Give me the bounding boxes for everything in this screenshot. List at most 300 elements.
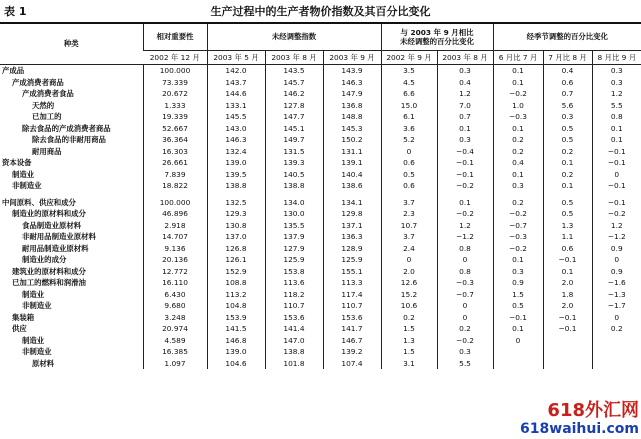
- row-value: 0: [381, 254, 437, 266]
- row-value: 0.3: [493, 266, 543, 278]
- row-value: −0.2: [493, 243, 543, 255]
- row-value: 140.4: [323, 169, 381, 181]
- row-value: 139.2: [323, 346, 381, 358]
- row-value: 0.2: [493, 134, 543, 146]
- row-value: 0.1: [543, 180, 592, 192]
- row-value: 100.000: [143, 65, 207, 77]
- row-value: 0.3: [437, 346, 493, 358]
- table-row: [0, 266, 641, 278]
- table-row: [0, 335, 641, 347]
- row-value: 139.3: [265, 157, 323, 169]
- row-value: 138.6: [323, 180, 381, 192]
- row-value: 0.9: [493, 277, 543, 289]
- row-value: 0: [592, 254, 641, 266]
- row-value: 0.6: [381, 157, 437, 169]
- row-value: 3.7: [381, 231, 437, 243]
- row-value: 113.2: [207, 289, 265, 301]
- row-value: 0.6: [381, 180, 437, 192]
- row-category: 制造业的成分: [22, 255, 67, 265]
- subheader: 2003 年 9 月: [323, 51, 381, 65]
- watermark-line2: 618waihui.com: [520, 421, 639, 437]
- row-value: 137.0: [207, 231, 265, 243]
- row-value: 135.5: [265, 220, 323, 232]
- row-value: 0.4: [437, 77, 493, 89]
- row-category: 产成消费者食品: [22, 89, 74, 99]
- watermark: [519, 401, 639, 437]
- row-category: 食品制造业原材料: [22, 220, 82, 230]
- row-value: [543, 358, 592, 370]
- row-category: 非制造业: [22, 301, 52, 311]
- table-row: [0, 111, 641, 123]
- row-value: 131.5: [265, 146, 323, 158]
- row-category: 耐用商品: [32, 146, 62, 156]
- row-value: 9.680: [143, 300, 207, 312]
- row-value: 7.839: [143, 169, 207, 181]
- table-row: [0, 300, 641, 312]
- row-value: 0.3: [437, 134, 493, 146]
- row-value: 130.0: [265, 208, 323, 220]
- row-category: 制造业: [12, 169, 35, 179]
- row-value: −0.1: [493, 312, 543, 324]
- row-value: [543, 335, 592, 347]
- table-row: [0, 88, 641, 100]
- row-value: 5.6: [543, 100, 592, 112]
- row-value: 0.7: [437, 111, 493, 123]
- row-value: 0.1: [493, 77, 543, 89]
- row-category: 非制造业: [12, 181, 42, 191]
- row-value: 0: [437, 312, 493, 324]
- row-value: 0: [493, 335, 543, 347]
- row-category: 集装箱: [12, 312, 35, 322]
- row-value: 0.3: [493, 180, 543, 192]
- row-value: 3.7: [381, 197, 437, 209]
- row-value: 141.4: [265, 323, 323, 335]
- row-value: 125.9: [265, 254, 323, 266]
- table-row: [0, 243, 641, 255]
- row-value: 7.0: [437, 100, 493, 112]
- row-value: 1.097: [143, 358, 207, 370]
- row-value: 0.5: [543, 134, 592, 146]
- row-value: 146.3: [323, 77, 381, 89]
- table-title: 生产过程中的生产者物价指数及其百分比变化: [210, 5, 431, 18]
- row-value: 145.1: [265, 123, 323, 135]
- row-value: 137.9: [265, 231, 323, 243]
- table-row: [0, 208, 641, 220]
- row-value: 143.9: [323, 65, 381, 77]
- row-value: [592, 335, 641, 347]
- row-value: 153.6: [265, 312, 323, 324]
- row-value: 113.6: [265, 277, 323, 289]
- row-value: −0.2: [437, 208, 493, 220]
- row-category: 产成品: [2, 66, 25, 76]
- row-value: 113.3: [323, 277, 381, 289]
- row-value: 0.2: [493, 146, 543, 158]
- row-value: −1.3: [592, 289, 641, 301]
- row-value: 0.2: [437, 323, 493, 335]
- row-value: [493, 358, 543, 370]
- row-value: 19.339: [143, 111, 207, 123]
- row-value: 36.364: [143, 134, 207, 146]
- row-value: 0.2: [493, 197, 543, 209]
- row-value: 2.0: [381, 266, 437, 278]
- row-category: 天然的: [32, 100, 55, 110]
- row-value: 0.5: [543, 123, 592, 135]
- row-value: 0.7: [543, 88, 592, 100]
- row-value: 148.8: [323, 111, 381, 123]
- row-value: 0.2: [381, 312, 437, 324]
- row-value: 0.2: [592, 323, 641, 335]
- table-row: [0, 254, 641, 266]
- col-header-pct-unadjusted: 与 2003 年 9 月相比 未经调整的百分比变化: [381, 23, 493, 51]
- table-row: [0, 134, 641, 146]
- row-value: 146.8: [207, 335, 265, 347]
- row-value: 146.2: [265, 88, 323, 100]
- row-value: 0.4: [493, 157, 543, 169]
- row-value: 147.7: [265, 111, 323, 123]
- row-value: −0.1: [592, 146, 641, 158]
- col-header-seasonal: 经季节调整的百分比变化: [493, 23, 641, 51]
- row-value: 153.9: [207, 312, 265, 324]
- row-category: 已加工的燃料和润滑油: [12, 278, 86, 288]
- row-value: 139.0: [207, 157, 265, 169]
- row-value: 1.5: [493, 289, 543, 301]
- row-category: 非耐用品制造业原材料: [22, 232, 96, 242]
- row-value: 0.8: [437, 243, 493, 255]
- row-value: 0.6: [543, 243, 592, 255]
- table-label: 表 1: [4, 5, 27, 18]
- row-value: 1.3: [381, 335, 437, 347]
- table-row: [0, 197, 641, 209]
- row-value: 104.8: [207, 300, 265, 312]
- row-category: 资本设备: [2, 158, 32, 168]
- row-value: −0.7: [493, 220, 543, 232]
- row-value: 0: [437, 254, 493, 266]
- row-value: 132.5: [207, 197, 265, 209]
- row-value: −0.4: [437, 146, 493, 158]
- row-value: 143.0: [207, 123, 265, 135]
- table-row: [0, 77, 641, 89]
- row-category: 产成消费者商品: [12, 77, 64, 87]
- row-value: 143.5: [265, 65, 323, 77]
- row-value: 117.4: [323, 289, 381, 301]
- table-row: [0, 100, 641, 112]
- row-value: 4.589: [143, 335, 207, 347]
- row-value: 6.1: [381, 111, 437, 123]
- col-header-weight: 相对重要性: [143, 23, 207, 51]
- row-value: 1.5: [381, 323, 437, 335]
- row-value: 0.1: [493, 254, 543, 266]
- row-value: 26.661: [143, 157, 207, 169]
- row-value: 0.9: [592, 243, 641, 255]
- row-value: 2.0: [543, 277, 592, 289]
- row-value: 0.3: [592, 77, 641, 89]
- subheader: 6 月比 7 月: [493, 51, 543, 65]
- row-value: −1.7: [592, 300, 641, 312]
- row-value: 12.772: [143, 266, 207, 278]
- table-body: [0, 65, 641, 370]
- row-value: 144.6: [207, 88, 265, 100]
- table-row: [0, 157, 641, 169]
- table-row: [0, 277, 641, 289]
- row-value: 0.1: [437, 123, 493, 135]
- row-value: 147.0: [265, 335, 323, 347]
- row-value: 2.3: [381, 208, 437, 220]
- row-value: 0.5: [493, 300, 543, 312]
- row-value: −0.1: [543, 323, 592, 335]
- row-category: 耐用品制造业原材料: [22, 243, 89, 253]
- row-value: 0.5: [543, 208, 592, 220]
- row-value: 146.7: [323, 335, 381, 347]
- row-value: 1.2: [592, 220, 641, 232]
- row-value: −0.2: [493, 88, 543, 100]
- row-value: 139.0: [207, 346, 265, 358]
- row-value: −1.2: [592, 231, 641, 243]
- row-category: 供应: [12, 324, 27, 334]
- row-value: 143.7: [207, 77, 265, 89]
- row-value: 149.7: [265, 134, 323, 146]
- row-value: 1.2: [437, 220, 493, 232]
- row-value: 0.9: [592, 266, 641, 278]
- row-value: 153.8: [265, 266, 323, 278]
- col-header-category: 种类: [0, 23, 143, 65]
- row-value: 139.1: [323, 157, 381, 169]
- row-value: −0.2: [437, 180, 493, 192]
- table-row: [0, 231, 641, 243]
- row-value: 52.667: [143, 123, 207, 135]
- row-value: 5.5: [437, 358, 493, 370]
- table-row: [0, 146, 641, 158]
- row-value: 107.4: [323, 358, 381, 370]
- row-value: 0.1: [543, 266, 592, 278]
- row-value: 126.8: [207, 243, 265, 255]
- row-value: 0.1: [592, 123, 641, 135]
- row-value: 2.918: [143, 220, 207, 232]
- row-value: 129.8: [323, 208, 381, 220]
- row-value: 1.2: [437, 88, 493, 100]
- row-value: 118.2: [265, 289, 323, 301]
- row-value: 16.385: [143, 346, 207, 358]
- row-value: 130.8: [207, 220, 265, 232]
- row-value: 20.974: [143, 323, 207, 335]
- row-category: 除去食品的产成消费者商品: [22, 123, 111, 133]
- row-value: 15.2: [381, 289, 437, 301]
- row-value: 18.822: [143, 180, 207, 192]
- row-value: 100.000: [143, 197, 207, 209]
- row-value: 12.6: [381, 277, 437, 289]
- row-value: 3.1: [381, 358, 437, 370]
- row-value: −1.6: [592, 277, 641, 289]
- row-value: 142.0: [207, 65, 265, 77]
- row-value: −0.1: [592, 180, 641, 192]
- row-value: 150.2: [323, 134, 381, 146]
- row-value: 0.8: [592, 111, 641, 123]
- row-value: 0.8: [437, 266, 493, 278]
- row-category: 已加工的: [32, 112, 62, 122]
- row-value: −0.2: [437, 335, 493, 347]
- row-value: −0.1: [543, 312, 592, 324]
- row-value: 1.3: [543, 220, 592, 232]
- table-row: [0, 346, 641, 358]
- subheader: 2003 年 8 月: [437, 51, 493, 65]
- row-value: −0.1: [437, 157, 493, 169]
- row-value: 134.0: [265, 197, 323, 209]
- row-value: 139.5: [207, 169, 265, 181]
- table-row: [0, 323, 641, 335]
- row-value: 141.7: [323, 323, 381, 335]
- table-row: [0, 65, 641, 77]
- row-value: 108.8: [207, 277, 265, 289]
- row-value: 0.2: [543, 169, 592, 181]
- row-value: 131.1: [323, 146, 381, 158]
- table-row: [0, 123, 641, 135]
- row-value: −0.2: [592, 208, 641, 220]
- row-value: 128.9: [323, 243, 381, 255]
- row-value: −0.1: [543, 254, 592, 266]
- row-value: 147.9: [323, 88, 381, 100]
- row-value: 0.3: [437, 65, 493, 77]
- row-category: 中间原料、供应和成分: [2, 197, 76, 207]
- row-value: −1.2: [437, 231, 493, 243]
- ppi-table: [0, 22, 641, 369]
- row-category: 制造业的原材料和成分: [12, 209, 86, 219]
- row-value: [493, 346, 543, 358]
- table-row: [0, 180, 641, 192]
- row-value: 145.7: [265, 77, 323, 89]
- table-row: [0, 289, 641, 301]
- row-value: 4.5: [381, 77, 437, 89]
- row-value: 0.4: [543, 65, 592, 77]
- row-value: 0.1: [493, 65, 543, 77]
- row-value: 132.4: [207, 146, 265, 158]
- row-value: 0.3: [592, 65, 641, 77]
- row-value: 0.6: [543, 77, 592, 89]
- row-value: −0.2: [493, 208, 543, 220]
- row-value: 16.110: [143, 277, 207, 289]
- table-row: [0, 312, 641, 324]
- row-value: 5.2: [381, 134, 437, 146]
- row-category: 制造业: [22, 289, 45, 299]
- row-value: 16.303: [143, 146, 207, 158]
- row-value: 140.5: [265, 169, 323, 181]
- row-value: 6.430: [143, 289, 207, 301]
- row-value: 9.136: [143, 243, 207, 255]
- subheader: 7 月比 8 月: [543, 51, 592, 65]
- row-value: 137.1: [323, 220, 381, 232]
- watermark-line1: 618外汇网: [547, 400, 639, 421]
- row-value: 138.8: [207, 180, 265, 192]
- row-value: 0.5: [543, 197, 592, 209]
- table-header-bar: [0, 0, 641, 22]
- row-value: 1.1: [543, 231, 592, 243]
- row-value: 0.1: [543, 157, 592, 169]
- row-value: −0.3: [493, 231, 543, 243]
- row-value: 110.7: [323, 300, 381, 312]
- row-category: 原材料: [32, 358, 55, 368]
- row-value: −0.7: [437, 289, 493, 301]
- row-value: 2.0: [543, 300, 592, 312]
- subheader: 2002 年 12 月: [143, 51, 207, 65]
- row-category: 制造业: [22, 335, 45, 345]
- row-value: 20.136: [143, 254, 207, 266]
- row-value: 101.8: [265, 358, 323, 370]
- row-value: 14.707: [143, 231, 207, 243]
- row-value: 1.5: [381, 346, 437, 358]
- row-category: 非制造业: [22, 347, 52, 357]
- row-value: 153.6: [323, 312, 381, 324]
- row-value: 6.6: [381, 88, 437, 100]
- row-value: 0: [437, 300, 493, 312]
- table-row: [0, 169, 641, 181]
- row-value: −0.1: [592, 197, 641, 209]
- row-value: 0: [381, 146, 437, 158]
- subheader: 2002 年 9 月: [381, 51, 437, 65]
- row-value: −0.1: [592, 157, 641, 169]
- row-value: 46.896: [143, 208, 207, 220]
- row-value: 0.3: [543, 111, 592, 123]
- table-row: [0, 358, 641, 370]
- col-header-unadjusted: 未经调整指数: [207, 23, 381, 51]
- row-value: 2.4: [381, 243, 437, 255]
- row-value: 10.6: [381, 300, 437, 312]
- row-value: 15.0: [381, 100, 437, 112]
- row-value: 134.1: [323, 197, 381, 209]
- row-value: 1.8: [543, 289, 592, 301]
- row-value: 0.1: [493, 323, 543, 335]
- row-value: [543, 346, 592, 358]
- row-value: 1.2: [592, 88, 641, 100]
- row-value: 138.8: [265, 346, 323, 358]
- row-value: 0.1: [592, 134, 641, 146]
- row-value: [592, 346, 641, 358]
- row-value: 126.1: [207, 254, 265, 266]
- row-value: 141.5: [207, 323, 265, 335]
- subheader: 8 月比 9 月: [592, 51, 641, 65]
- row-value: 3.5: [381, 65, 437, 77]
- row-value: 0.1: [493, 123, 543, 135]
- row-value: 0: [592, 169, 641, 181]
- row-value: 10.7: [381, 220, 437, 232]
- row-value: 136.3: [323, 231, 381, 243]
- row-value: 20.672: [143, 88, 207, 100]
- row-category: 除去食品的非耐用商品: [32, 135, 106, 145]
- row-value: 145.3: [323, 123, 381, 135]
- row-category: 建筑业的原材料和成分: [12, 266, 86, 276]
- row-value: 152.9: [207, 266, 265, 278]
- row-value: [592, 358, 641, 370]
- row-value: −0.3: [437, 277, 493, 289]
- row-value: 127.8: [265, 100, 323, 112]
- row-value: 125.9: [323, 254, 381, 266]
- table-row: [0, 220, 641, 232]
- row-value: 3.6: [381, 123, 437, 135]
- row-value: 146.3: [207, 134, 265, 146]
- row-value: 127.9: [265, 243, 323, 255]
- row-value: 5.5: [592, 100, 641, 112]
- row-value: 0: [592, 312, 641, 324]
- row-value: 104.6: [207, 358, 265, 370]
- row-value: 133.1: [207, 100, 265, 112]
- row-value: 155.1: [323, 266, 381, 278]
- row-value: 1.0: [493, 100, 543, 112]
- subheader: 2003 年 5 月: [207, 51, 265, 65]
- row-value: 0.2: [543, 146, 592, 158]
- row-value: 138.8: [265, 180, 323, 192]
- row-value: 110.7: [265, 300, 323, 312]
- row-value: 0.1: [493, 169, 543, 181]
- row-value: 129.3: [207, 208, 265, 220]
- row-value: 73.339: [143, 77, 207, 89]
- row-value: 0.5: [381, 169, 437, 181]
